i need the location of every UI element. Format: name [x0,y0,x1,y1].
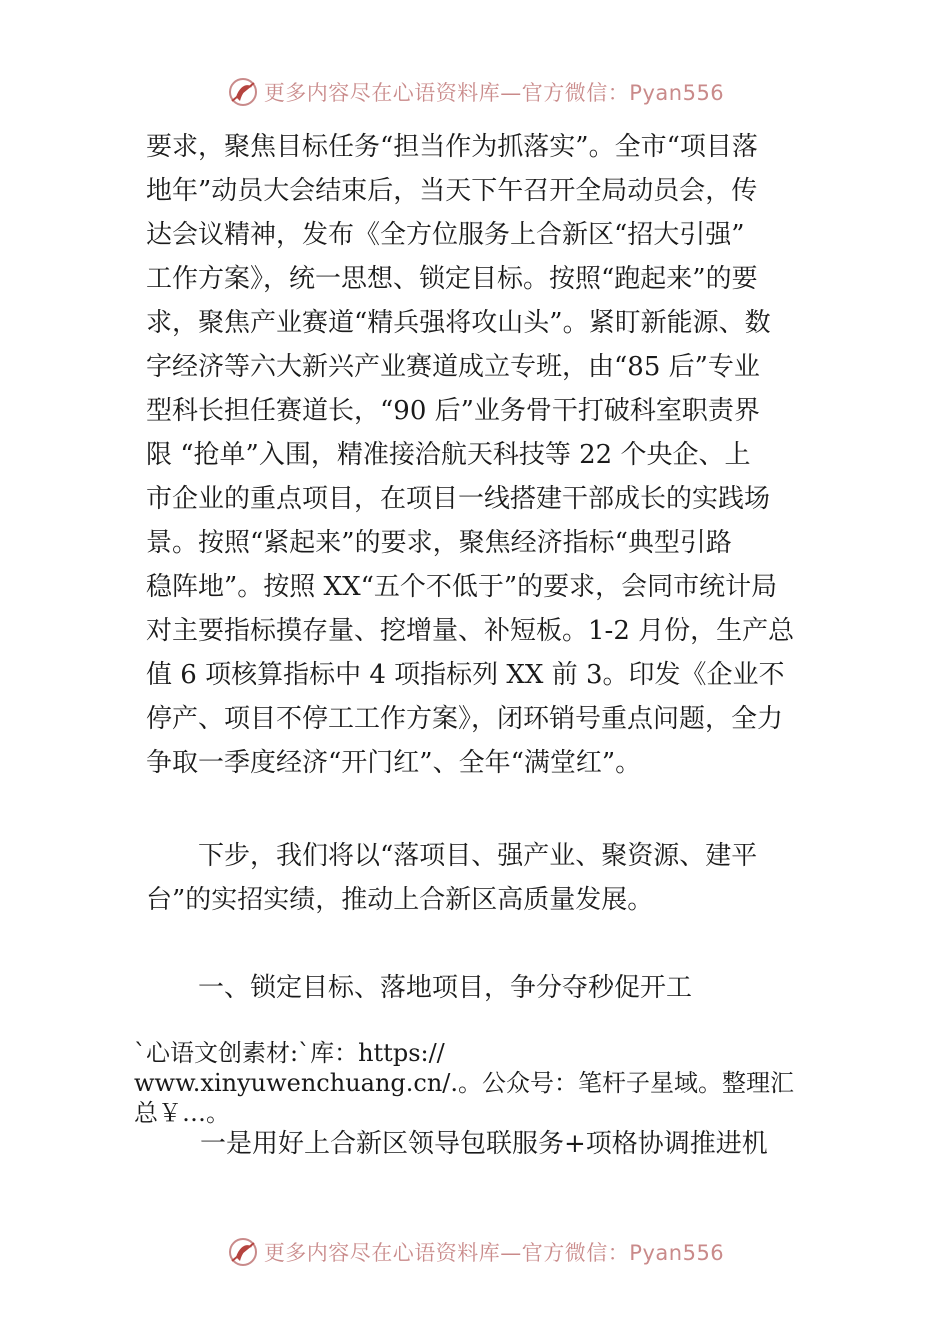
paragraph-line: 地年”动员大会结束后，当天下午召开全局动员会，传 [146,176,758,206]
paragraph-line: 值 6 项核算指标中 4 项指标列 XX 前 3。印发《企业不 [146,660,785,690]
paragraph-line: 对主要指标摸存量、挖增量、补短板。1-2 月份，生产总 [146,616,795,646]
paragraph-line: 字经济等六大新兴产业赛道成立专班，由“85 后”专业 [146,352,760,382]
paragraph-line: 争取一季度经济“开门红”、全年“满堂红”。 [146,748,642,778]
footer-watermark-text: 更多内容尽在心语资料库—官方微信：Pyan556 [263,1241,725,1265]
section-heading [146,966,814,1010]
paragraph-line: 达会议精神，发布《全方位服务上合新区“招大引强” [146,220,745,250]
paragraph-line: 台”的实招实绩，推动上合新区高质量发展。 [146,885,654,915]
paragraph-line: 型科长担任赛道长，“90 后”业务骨干打破科室职责界 [146,396,760,426]
paragraph-line: 要求，聚焦目标任务“担当作为抓落实”。全市“项目落 [146,132,758,162]
footer-watermark-banner [0,1232,950,1272]
logo-icon [226,75,260,109]
body-paragraph-1 [146,125,814,785]
header-watermark-text: 更多内容尽在心语资料库—官方微信：Pyan556 [263,81,725,105]
paragraph-line: 景。按照“紧起来”的要求，聚焦经济指标“典型引路 [146,528,732,558]
paragraph-line: 下步，我们将以“落项目、强产业、聚资源、建平 [146,841,758,871]
source-note-line: 总￥…。 [134,1099,230,1127]
paragraph-line: 市企业的重点项目，在项目一线搭建干部成长的实践场 [146,484,771,514]
body-paragraph-3: 一是用好上合新区领导包联服务+项格协调推进机 [200,1129,768,1159]
source-note-line: www.xinyuwenchuang.cn/.。公众号：笔杆子星域。整理汇 [134,1069,795,1097]
paragraph-line: 停产、项目不停工工作方案》，闭环销号重点问题，全力 [146,704,784,734]
body-paragraph-2 [146,834,814,922]
header-watermark-banner [0,72,950,112]
paragraph-line: 稳阵地”。按照 XX“五个不低于”的要求，会同市统计局 [146,572,778,602]
source-note [134,1038,834,1128]
section-heading-text: 一、锁定目标、落地项目，争分夺秒促开工 [146,973,693,1003]
paragraph-line: 工作方案》，统一思想、锁定目标。按照“跑起来”的要 [146,264,758,294]
paragraph-line: 限 “抢单”入围，精准接洽航天科技等 22 个央企、上 [146,440,751,470]
source-note-line: `心语文创素材:`库：https:// [134,1039,445,1067]
paragraph-line: 求，聚焦产业赛道“精兵强将攻山头”。紧盯新能源、数 [146,308,771,338]
logo-icon [226,1235,260,1269]
